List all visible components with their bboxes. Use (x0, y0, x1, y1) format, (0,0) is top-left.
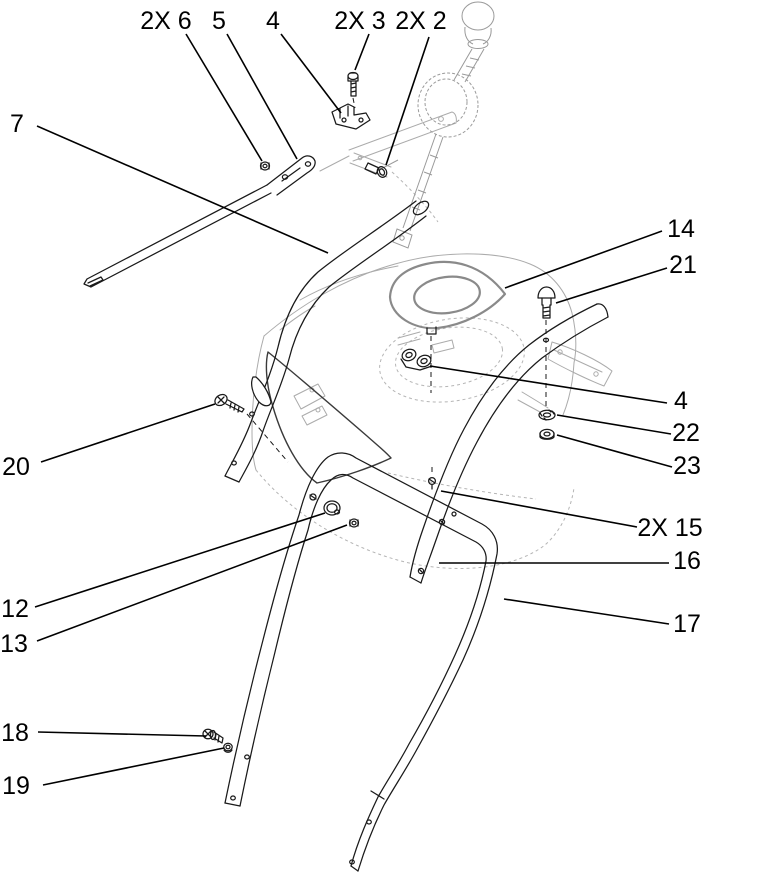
part-lower-handle-right-tube (410, 304, 608, 583)
part-link-bar (267, 156, 315, 195)
part-bolt-18 (203, 729, 223, 743)
leader-23 (557, 435, 672, 467)
callout-label-19: 19 (2, 772, 30, 800)
part-clevis-pin-2 (365, 163, 389, 179)
leader-19 (43, 748, 224, 785)
callout-label-3: 2X 3 (334, 7, 386, 35)
leader-6 (186, 34, 262, 161)
leader-14 (505, 231, 662, 288)
callout-label-13: 13 (0, 630, 28, 658)
part-hex-nut-23 (540, 429, 554, 439)
part-nut-19 (224, 743, 232, 752)
leader-3 (355, 34, 369, 70)
callout-label-22: 22 (672, 419, 700, 447)
leader-lines (35, 34, 672, 785)
leader-2 (386, 37, 429, 165)
leader-4-top (281, 34, 341, 113)
callout-label-6: 2X 6 (140, 7, 192, 35)
callout-label-16: 16 (673, 547, 701, 575)
lever-boot (418, 73, 478, 137)
leader-18 (38, 732, 206, 736)
shift-lever-assembly (377, 2, 494, 248)
leader-15 (441, 491, 637, 527)
callout-label-7: 7 (10, 110, 24, 138)
callout-label-12: 12 (1, 595, 29, 623)
leader-4-right (430, 366, 667, 403)
part-flange-nut-6 (261, 162, 270, 170)
handle-gusset (252, 377, 271, 406)
callout-label-17: 17 (673, 610, 701, 638)
leader-13 (37, 525, 347, 641)
leader-21 (556, 268, 667, 303)
callout-labels (0, 7, 703, 800)
part-screw-15 (429, 467, 436, 489)
part-shift-rod (84, 185, 271, 287)
part-clamp-screw-3 (348, 73, 358, 109)
part-lower-handle (225, 453, 497, 871)
callout-label-21: 21 (669, 251, 697, 279)
machine-body (252, 112, 612, 568)
leader-22 (557, 415, 671, 434)
leader-17 (504, 599, 669, 624)
callout-label-4-right: 4 (674, 387, 688, 415)
callout-label-23: 23 (673, 452, 701, 480)
part-upper-handle (225, 199, 431, 482)
part-screw-20 (213, 392, 288, 462)
callout-label-4-top: 4 (266, 7, 280, 35)
part-bushing-12 (324, 501, 340, 515)
part-cable-clamp-center (401, 347, 433, 370)
lever-knob (462, 2, 494, 30)
leader-12 (35, 513, 325, 607)
leader-20 (41, 404, 215, 462)
callout-label-14: 14 (667, 215, 695, 243)
part-lock-washer-22 (539, 410, 555, 420)
callout-label-20: 20 (2, 453, 30, 481)
callout-label-15: 2X 15 (637, 514, 703, 542)
leader-5 (227, 34, 297, 159)
callout-label-5: 5 (212, 7, 226, 35)
part-nut-13 (350, 519, 359, 527)
callout-label-18: 18 (1, 719, 29, 747)
part-carriage-bolt-21 (538, 287, 555, 409)
callout-label-2: 2X 2 (395, 7, 447, 35)
